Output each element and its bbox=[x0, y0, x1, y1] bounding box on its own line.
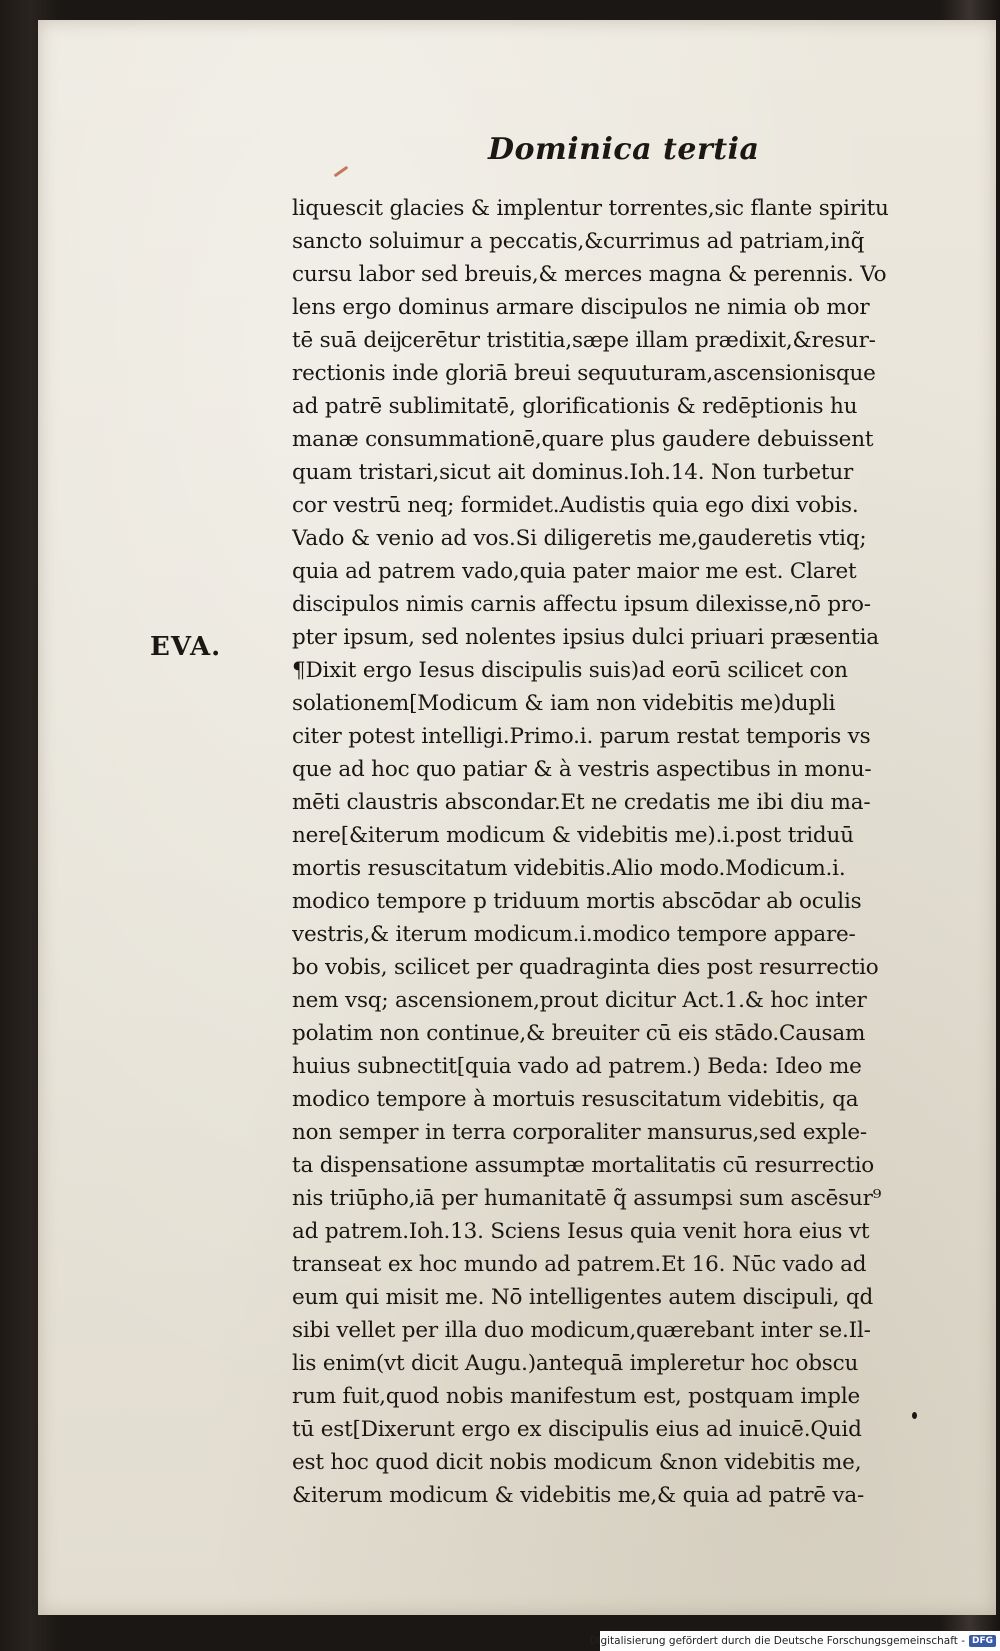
footer-text: Digitalisierung gefördert durch die Deutsche Forschungsgemeinschaft - bbox=[589, 1635, 965, 1647]
text-line: rectionis inde gloriā breui sequuturam,ascensionisque bbox=[292, 361, 876, 386]
text-line: &iterum modicum & videbitis me,& quia ad patrē va- bbox=[292, 1483, 865, 1508]
text-line: liquescit glacies & implentur torrentes,sic flante spiritu bbox=[292, 196, 889, 221]
text-line: lis enim(vt dicit Augu.)antequā impleretur hoc obscu bbox=[292, 1351, 859, 1376]
text-line: nem vsq; ascensionem,prout dicitur Act.1.& hoc inter bbox=[292, 988, 867, 1013]
text-line: lens ergo dominus armare discipulos ne nimia ob mor bbox=[292, 295, 870, 320]
text-line: cursu labor sed breuis,& merces magna & perennis. Vo bbox=[292, 262, 887, 287]
text-line: tū est[Dixerunt ergo ex discipulis eius ad inuicē.Quid bbox=[292, 1417, 862, 1442]
text-line: vestris,& iterum modicum.i.modico tempore appare- bbox=[292, 922, 856, 947]
text-line: ta dispensatione assumptæ mortalitatis cū resurrectio bbox=[292, 1153, 875, 1178]
dfg-logo: DFG bbox=[969, 1635, 996, 1647]
text-line: ¶Dixit ergo Iesus discipulis suis)ad eorū scilicet con bbox=[292, 658, 848, 683]
text-line: bo vobis, scilicet per quadraginta dies post resurrectio bbox=[292, 955, 879, 980]
text-line: sancto soluimur a peccatis,&currimus ad patriam,inq̃ bbox=[292, 229, 865, 254]
text-line: transeat ex hoc mundo ad patrem.Et 16. Nūc vado ad bbox=[292, 1252, 867, 1277]
running-head: Dominica tertia bbox=[488, 132, 760, 167]
text-line: huius subnectit[quia vado ad patrem.) Beda: Ideo me bbox=[292, 1054, 862, 1079]
text-line: Vado & venio ad vos.Si diligeretis me,gauderetis vtiq; bbox=[292, 526, 867, 551]
text-line: que ad hoc quo patiar & à vestris aspectibus in monu- bbox=[292, 757, 872, 782]
text-line: mortis resuscitatum videbitis.Alio modo.Modicum.i. bbox=[292, 856, 846, 881]
text-line: nis triūpho,iā per humanitatē q̃ assumpsi sum ascēsur⁹ bbox=[292, 1186, 882, 1211]
text-line: discipulos nimis carnis affectu ipsum dilexisse,nō pro- bbox=[292, 592, 871, 617]
ink-dot bbox=[912, 1412, 917, 1419]
footer-bar bbox=[589, 1631, 1000, 1651]
text-line: nere[&iterum modicum & videbitis me).i.post triduū bbox=[292, 823, 854, 848]
text-line: quia ad patrem vado,quia pater maior me est. Claret bbox=[292, 559, 857, 584]
text-line: mēti claustris abscondar.Et ne credatis me ibi diu ma- bbox=[292, 790, 871, 815]
pencil-mark bbox=[334, 166, 349, 178]
text-line: ad patrem.Ioh.13. Sciens Iesus quia venit hora eius vt bbox=[292, 1219, 870, 1244]
text-line: cor vestrū neq; formidet.Audistis quia ego dixi vobis. bbox=[292, 493, 859, 518]
text-line: solationem[Modicum & iam non videbitis me)dupli bbox=[292, 691, 836, 716]
body-text bbox=[292, 192, 962, 1512]
text-line: rum fuit,quod nobis manifestum est, postquam imple bbox=[292, 1384, 861, 1409]
book-page bbox=[38, 20, 996, 1615]
text-line: manæ consummationē,quare plus gaudere debuissent bbox=[292, 427, 874, 452]
text-line: sibi vellet per illa duo modicum,quærebant inter se.Il- bbox=[292, 1318, 871, 1343]
text-line: eum qui misit me. Nō intelligentes autem discipuli, qd bbox=[292, 1285, 874, 1310]
text-line: est hoc quod dicit nobis modicum &non videbitis me, bbox=[292, 1450, 862, 1475]
text-line: quam tristari,sicut ait dominus.Ioh.14. Non turbetur bbox=[292, 460, 854, 485]
text-line: ad patrē sublimitatē, glorificationis & redēptionis hu bbox=[292, 394, 858, 419]
text-line: modico tempore à mortuis resuscitatum videbitis, qa bbox=[292, 1087, 859, 1112]
side-note: EVA. bbox=[150, 632, 222, 662]
text-line: non semper in terra corporaliter mansurus,sed exple- bbox=[292, 1120, 867, 1145]
text-line: polatim non continue,& breuiter cū eis stādo.Causam bbox=[292, 1021, 866, 1046]
text-line: tē suā deĳcerētur tristitia,sæpe illam prædixit,&resur- bbox=[292, 328, 876, 353]
text-line: citer potest intelligi.Primo.i. parum restat temporis vs bbox=[292, 724, 871, 749]
text-line: pter ipsum, sed nolentes ipsius dulci priuari præsentia bbox=[292, 625, 879, 650]
text-line: modico tempore p triduum mortis abscōdar ab oculis bbox=[292, 889, 862, 914]
